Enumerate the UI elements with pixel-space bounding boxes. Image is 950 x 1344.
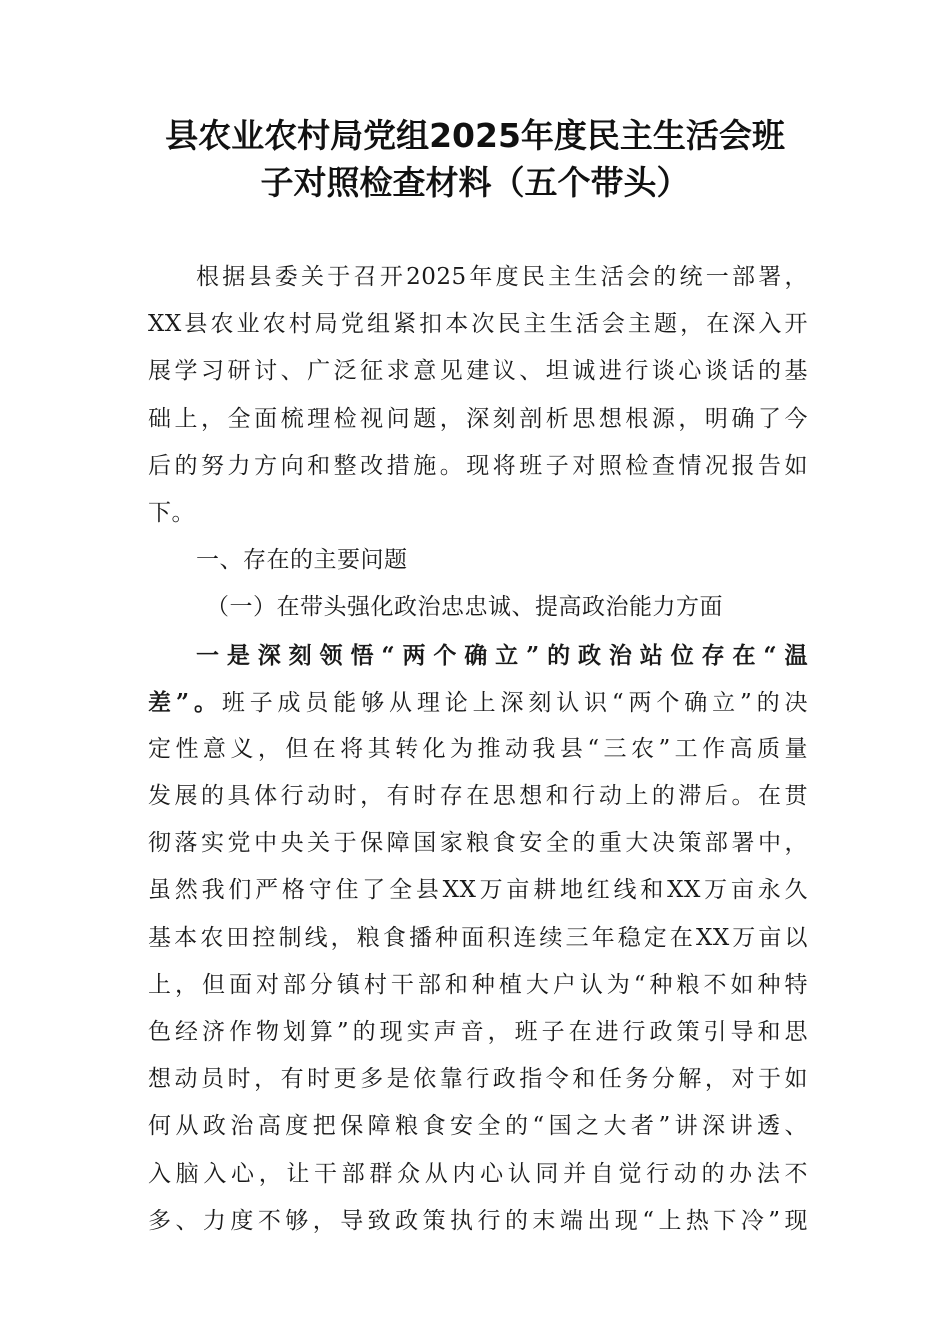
point-line: 想动员时，有时更多是依靠行政指令和任务分解，对于如 <box>148 1066 808 1093</box>
point-line: 多、力度不够，导致政策执行的末端出现“上热下冷”现 <box>148 1207 808 1234</box>
point-line <box>148 679 808 726</box>
point-line: 何从政治高度把保障粮食安全的“国之大者”讲深讲透、 <box>148 1113 808 1140</box>
point-line: 色经济作物划算”的现实声音，班子在进行政策引导和思 <box>148 1019 808 1045</box>
point-line: 上，但面对部分镇村干部和种植大户认为“种粮不如种特 <box>148 971 808 998</box>
intro-line: 展学习研讨、广泛征求意见建议、坦诚进行谈心谈话的基 <box>148 358 808 385</box>
section-heading: 一、存在的主要问题 <box>196 547 408 574</box>
document-body <box>148 254 808 1245</box>
intro-line: XX县农业农村局党组紧扣本次民主生活会主题，在深入开 <box>148 311 808 338</box>
point-line: 定性意义，但在将其转化为推动我县“三农”工作高质量 <box>148 735 808 762</box>
intro-line: 根据县委关于召开2025年度民主生活会的统一部署， <box>196 264 808 290</box>
title-line-2: 子对照检查材料（五个带头） <box>260 163 690 202</box>
intro-line: 下。 <box>148 499 195 526</box>
subsection-heading: （一）在带头强化政治忠忠诚、提高政治能力方面 <box>206 594 723 621</box>
point-line: 彻落实党中央关于保障国家粮食安全的重大决策部署中， <box>148 830 808 857</box>
intro-line: 础上，全面梳理检视问题，深刻剖析思想根源，明确了今 <box>148 405 808 432</box>
point-line: 入脑入心，让干部群众从内心认同并自觉行动的办法不 <box>148 1160 808 1187</box>
title-line-1: 县农业农村局党组2025年度民主生活会班 <box>165 116 785 155</box>
point-heading: 一是深刻领悟“两个确立”的政治站位存在“温 <box>196 641 808 669</box>
document-title <box>140 112 810 206</box>
point-line: 基本农田控制线，粮食播种面积连续三年稳定在XX万亩以 <box>148 924 808 951</box>
intro-line: 后的努力方向和整改措施。现将班子对照检查情况报告如 <box>148 452 808 479</box>
point-line: 发展的具体行动时，有时存在思想和行动上的滞后。在贯 <box>148 783 808 810</box>
point-line-text: 班子成员能够从理论上深刻认识“两个确立”的决 <box>221 689 808 716</box>
point-heading-end: 差”。 <box>148 688 222 716</box>
point-line: 虽然我们严格守住了全县XX万亩耕地红线和XX万亩永久 <box>148 877 808 904</box>
